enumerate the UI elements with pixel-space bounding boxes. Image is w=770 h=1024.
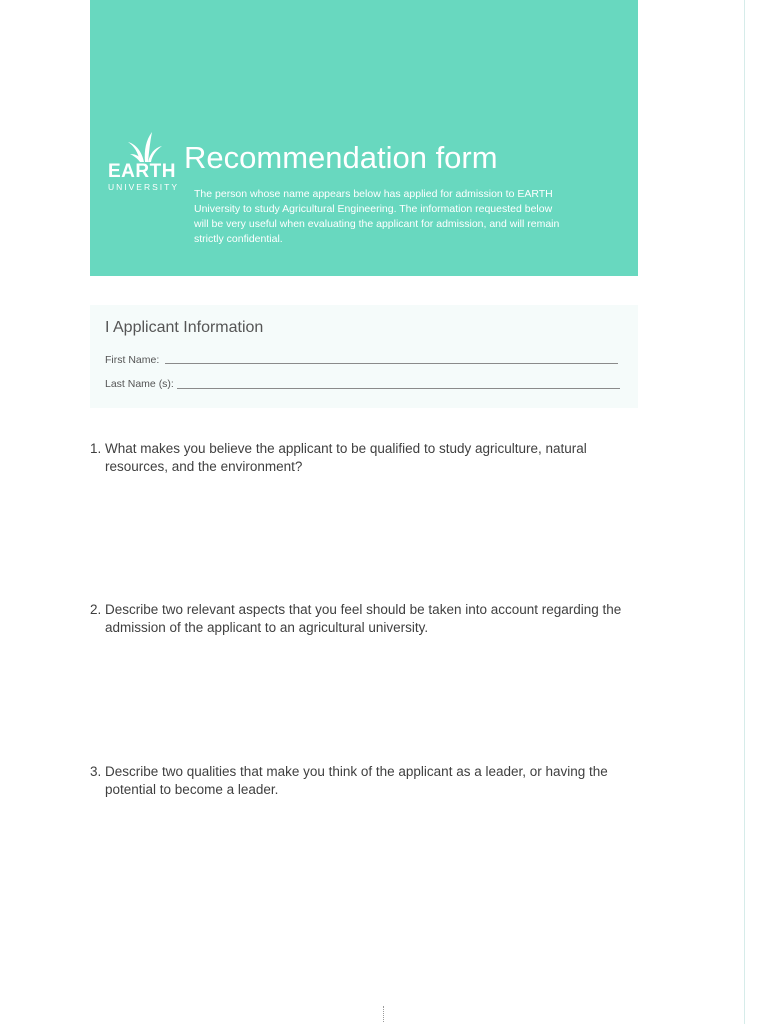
page-fold-marker	[383, 1006, 384, 1022]
intro-paragraph: The person whose name appears below has applied for admission to EARTH University to study Agricultural Engineering. The information requested below will be very useful when evaluating the applicant for admission, and will remain strictly confidential.	[194, 188, 560, 245]
logo-subtitle: UNIVERSITY	[108, 182, 180, 192]
last-name-field[interactable]	[177, 388, 620, 389]
question-text: What makes you believe the applicant to be qualified to study agriculture, natural resources, and the environment?	[105, 441, 587, 474]
question-number: 2.	[90, 602, 102, 617]
earth-university-logo	[108, 132, 180, 192]
page-edge-line	[744, 0, 745, 1024]
question-2	[90, 601, 630, 637]
applicant-info-section	[90, 305, 638, 408]
last-name-label: Last Name (s):	[105, 378, 174, 390]
question-number: 1.	[90, 441, 102, 456]
section-title: I Applicant Information	[105, 319, 264, 336]
question-text: Describe two qualities that make you think of the applicant as a leader, or having the potential to become a leader.	[105, 764, 608, 797]
page-title: Recommendation form	[184, 140, 498, 175]
question-text: Describe two relevant aspects that you feel should be taken into account regarding the admission of the applicant to an agricultural university.	[105, 602, 622, 635]
question-3	[90, 763, 630, 799]
first-name-label: First Name:	[105, 354, 160, 366]
first-name-field[interactable]	[165, 363, 618, 364]
leaf-sprout-icon	[124, 132, 164, 164]
logo-wordmark: EARTH	[108, 161, 176, 182]
question-number: 3.	[90, 764, 102, 779]
header-band	[90, 0, 638, 276]
question-1	[90, 440, 630, 476]
